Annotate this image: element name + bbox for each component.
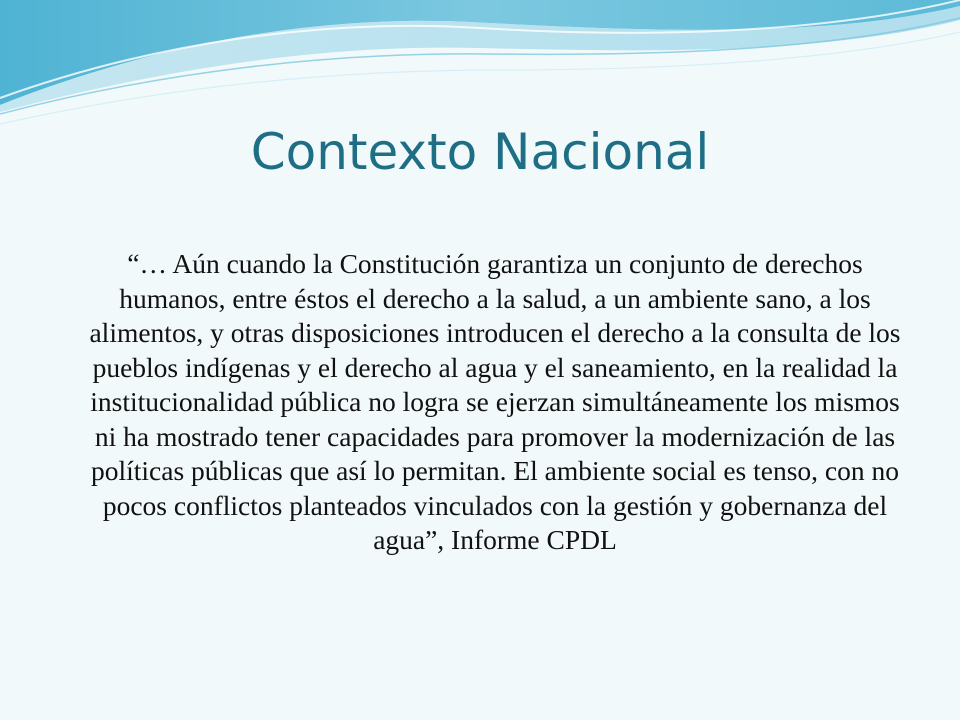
- slide-title: Contexto Nacional: [250, 123, 710, 181]
- slide-body-quote: “… Aún cuando la Constitución garantiza un conjunto de derechos humanos, entre éstos el derecho a la salud, a un ambiente sano, a los alimentos, y otras disposiciones introducen el derecho a la consulta de los pueblos indígenas y el derecho al agua y el saneamiento, en la realidad la institucionalidad pública no logra se ejerzan simultáneamente los mismos ni ha mostrado tener capacidades para promover la modernización de las políticas públicas que así lo permitan. El ambiente social es tenso, con no pocos conflictos planteados vinculados con la gestión y gobernanza del agua”, Informe CPDL: [89, 248, 901, 555]
- decorative-wave-header: [0, 0, 960, 130]
